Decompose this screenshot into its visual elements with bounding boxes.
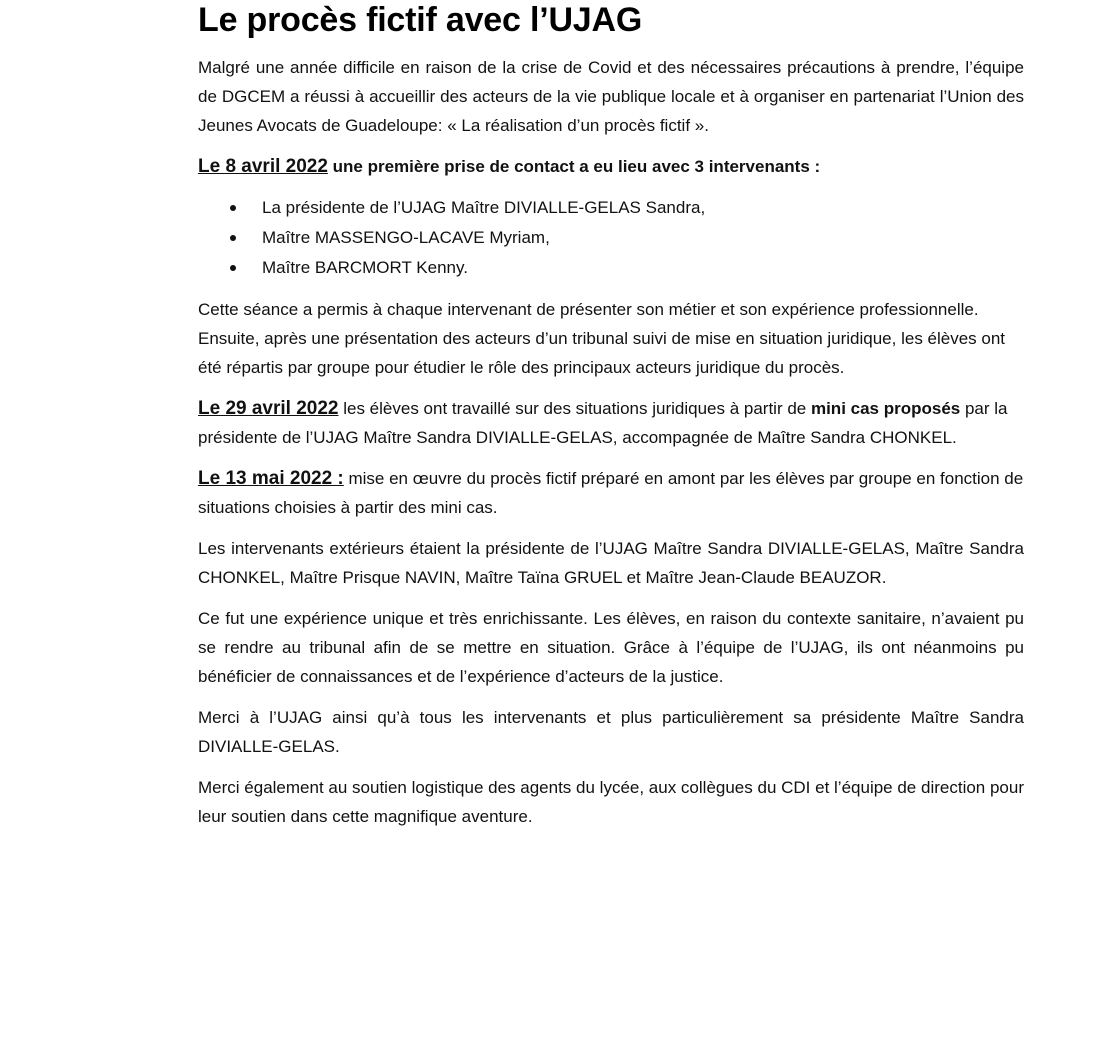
thanks-ujag-paragraph: Merci à l’UJAG ainsi qu’à tous les intervenants et plus particulièrement sa présidente Maître Sandra DIVIALLE-GELAS.: [198, 708, 1024, 756]
date-29-avril: Le 29 avril 2022: [198, 398, 339, 419]
intervenants-list: [198, 193, 1024, 283]
intro-paragraph: Malgré une année difficile en raison de la crise de Covid et des nécessaires précautions à prendre, l’équipe de DGCEM a réussi à accueillir des acteurs de la vie publique locale et à organiser en partenariat l’Union des Jeunes Avocats de Guadeloupe: « La réalisation d’un procès fictif ».: [198, 58, 1024, 135]
section-29-avril-text-after: par la présidente de l’UJAG Maître Sandra DIVIALLE-GELAS, accompagnée de Maître Sandra CHONKEL.: [198, 399, 1008, 447]
thanks-staff-paragraph: Merci également au soutien logistique des agents du lycée, aux collègues du CDI et l’équipe de direction pour leur soutien dans cette magnifique aventure.: [198, 778, 1024, 826]
section-13-mai-paragraph: [198, 464, 1024, 522]
section-8-avril-heading: [198, 152, 1024, 181]
list-item: Maître MASSENGO-LACAVE Myriam,: [198, 223, 1024, 253]
document-body: [198, 0, 1024, 831]
section-29-avril-paragraph: [198, 394, 1024, 452]
section-8-avril-text: une première prise de contact a eu lieu avec 3 intervenants :: [327, 157, 821, 176]
date-13-mai: Le 13 mai 2022 :: [198, 468, 344, 489]
list-item: Maître BARCMORT Kenny.: [198, 253, 1024, 283]
section-13-mai-text: mise en œuvre du procès fictif préparé en amont par les élèves par groupe en fonction de situations choisies à partir des mini cas.: [198, 469, 1024, 517]
page-title: Le procès fictif avec l’UJAG: [198, 1, 643, 39]
date-8-avril: Le 8 avril 2022: [198, 156, 328, 177]
experience-paragraph: Ce fut une expérience unique et très enrichissante. Les élèves, en raison du contexte sanitaire, n’avaient pu se rendre au tribunal afin de se mettre en situation. Grâce à l’équipe de l’UJAG, ils ont néanmoins pu bénéficier de connaissances et de l’expérience d’acteurs de la justice.: [198, 609, 1024, 686]
mini-cas-bold: mini cas proposés: [810, 399, 961, 418]
section-29-avril-text-before: les élèves ont travaillé sur des situations juridiques à partir de: [338, 399, 811, 418]
list-item: La présidente de l’UJAG Maître DIVIALLE-GELAS Sandra,: [198, 193, 1024, 223]
seance-paragraph: Cette séance a permis à chaque intervenant de présenter son métier et son expérience professionnelle. Ensuite, après une présentation des acteurs d’un tribunal suivi de mise en situation juridique, les élèves ont été répartis par groupe pour étudier le rôle des principaux acteurs juridique du procès.: [198, 300, 1006, 377]
intervenants-paragraph: Les intervenants extérieurs étaient la présidente de l’UJAG Maître Sandra DIVIALLE-GELAS, Maître Sandra CHONKEL, Maître Prisque NAVIN, Maître Taïna GRUEL et Maître Jean-Claude BEAUZOR.: [198, 539, 1024, 587]
